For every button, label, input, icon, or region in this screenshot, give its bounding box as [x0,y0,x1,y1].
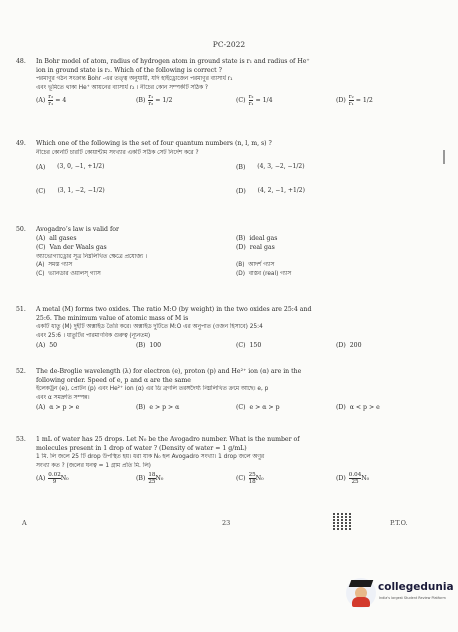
question-number: 48. [16,58,26,65]
option-b[interactable]: (B) ideal gas [236,234,278,242]
option-d[interactable]: (D) α < p > e [336,404,380,412]
question-text-en: A metal (M) forms two oxides. The ratio M:O (by weight) in the two oxides are 25:4 and [36,306,312,313]
question-text-bn: সংখ্যা কত ? (জলের ঘনত্ব = 1 গ্রাম প্রতি মি. লি) [36,462,151,469]
question-52 [16,368,431,420]
question-text-en: following order. Speed of e, p and α are the same [36,376,191,384]
question-number: 50. [16,226,26,233]
option-b[interactable]: (B) $\frac{18}{25}$ N₀ [136,472,164,486]
option-a[interactable]: (A) all gases [36,234,77,242]
option-b[interactable]: (B) $\frac{\text{r₁}}{\text{r₂}}$ = 1/2 [136,94,173,108]
option-a[interactable]: (A) $\frac{\text{r₂}}{\text{r₁}}$ = 4 [36,94,67,108]
question-text-bn: এবং α সমদ্রুতি সম্পন্ন। [36,394,90,401]
footer-set-code: A [22,519,27,527]
question-text-en: Avogadro’s law is valid for [36,226,119,233]
option-c[interactable]: (C) (3, 1, −2, −1/2) [36,187,105,195]
option-d-bn[interactable]: (D) বাস্তব (real) গ্যাস [236,271,292,278]
option-c[interactable]: (C) $\frac{\text{r₂}}{\text{r₁}}$ = 1/4 [236,94,273,108]
option-a[interactable]: (A) 50 [36,342,58,350]
question-text-en: ion in ground state is r₂. Which of the following is correct ? [36,66,222,74]
question-text-en: 25:6. The minimum value of atomic mass of M is [36,314,189,322]
question-number: 49. [16,140,26,147]
option-a[interactable]: (A) α > p > e [36,404,80,412]
option-b[interactable]: (B) 100 [136,342,162,350]
option-d[interactable]: (D) real gas [236,243,275,251]
option-a[interactable]: (A) (3, 0, −1, +1/2) [36,163,105,171]
question-text-bn: একটি ধাতু (M) দুইটি অক্সাইড তৈরি করে। অক্সাইড দুটিতে M:O এর অনুপাত (ওজন হিসাবে) 25:4 [36,324,263,331]
question-text-en: The de-Broglie wavelength (λ) for electron (e), proton (p) and He²⁺ ion (α) are in the [36,368,302,375]
option-c[interactable]: (C) $\frac{25}{18}$ N₀ [236,472,264,486]
question-text-en: molecules present in 1 drop of water ? (Density of water = 1 g/mL) [36,444,247,452]
logo-name: collegedunia [378,581,454,593]
footer-page-number: 23 [222,519,231,527]
option-c-bn[interactable]: (C) ভ্যানডার ওয়ালস্ গ্যাস [36,271,101,278]
option-d[interactable]: (D) (4, 2, −1, +1/2) [236,187,305,195]
option-a[interactable]: (A) $\frac{0.02}{9}$ N₀ [36,472,69,486]
question-text-bn: এবং 25:6 । ধাতুটির পারমাণবিক গুরুত্ব (ন্যূনতম) [36,332,151,339]
page-header-code: PC-2022 [212,40,246,49]
question-number: 52. [16,368,26,375]
question-text-bn: ইলেকট্রন (e), প্রোটন (p) এবং He²⁺ ion (α) এর ডি ব্রগলি তরঙ্গদৈর্ঘ্য নিম্নলিখিত ক্রমে আছে। e, p [36,386,269,393]
footer-pto: P.T.O. [390,519,408,527]
collegedunia-logo[interactable] [346,576,454,614]
option-a-bn[interactable]: (A) সমস্ত গ্যাস [36,262,73,269]
option-d[interactable]: (D) $\frac{\text{r₂}}{\text{r₁}}$ = 1/2 [336,94,373,108]
option-b[interactable]: (B) e > p > α [136,404,180,412]
question-50 [16,226,431,279]
question-text-bn: এবং ভূমিতে থাকা He⁺ আয়নের ব্যাসার্ধ r₂ । নীচের কোন সম্পর্কটি সঠিক ? [36,84,209,91]
option-c[interactable]: (C) e > α > p [236,404,280,412]
question-text-bn: 1 মি. লি জলে 25 টি drop উপস্থিত হয়। ধরা যাক N₀ হল Avogadro সংখ্যা। 1 drop জলে অণুর [36,454,265,461]
question-49 [16,140,431,211]
question-51 [16,306,431,358]
question-number: 51. [16,306,26,313]
question-text-en: In Bohr model of atom, radius of hydrogen atom in ground state is r₁ and radius of He⁺ [36,58,310,65]
option-c[interactable]: (C) 150 [236,342,262,350]
question-text-en: Which one of the following is the set of four quantum numbers (n, l, m, s) ? [36,140,272,147]
option-d[interactable]: (D) 200 [336,342,362,350]
graduation-cap-icon [349,580,374,587]
logo-tagline: India's largest Student Review Platform [379,596,446,600]
question-text-en: 1 mL of water has 25 drops. Let N₀ be the Avogadro number. What is the number of [36,436,300,443]
question-text-bn: পরমাণুর গঠন সংক্রান্ত Bohr -এর তত্ত্ব অনুযায়ী, যদি হাইড্রোজেন পরমাণুর ব্যাসার্ধ r₁ [36,76,233,83]
question-48 [16,58,431,112]
margin-mark [443,150,445,164]
question-number: 53. [16,436,26,443]
option-c[interactable]: (C) Van der Waals gas [36,243,107,251]
question-text-bn: অ্যাভোগ্যাড্রোর সূত্র নিম্নলিখিত ক্ষেত্রে প্রযোজ্য । [36,253,147,260]
option-b[interactable]: (B) (4, 3, −2, −1/2) [236,163,305,171]
option-b-bn[interactable]: (B) আদর্শ গ্যাস [236,262,275,269]
option-d[interactable]: (D) $\frac{0.04}{25}$ N₀ [336,472,370,486]
question-text-bn: নীচের কোনটি চারটি কোয়ান্টাম সংখ্যার একটি সঠিক সেট নির্দেশ করে ? [36,149,199,156]
question-53 [16,436,431,492]
